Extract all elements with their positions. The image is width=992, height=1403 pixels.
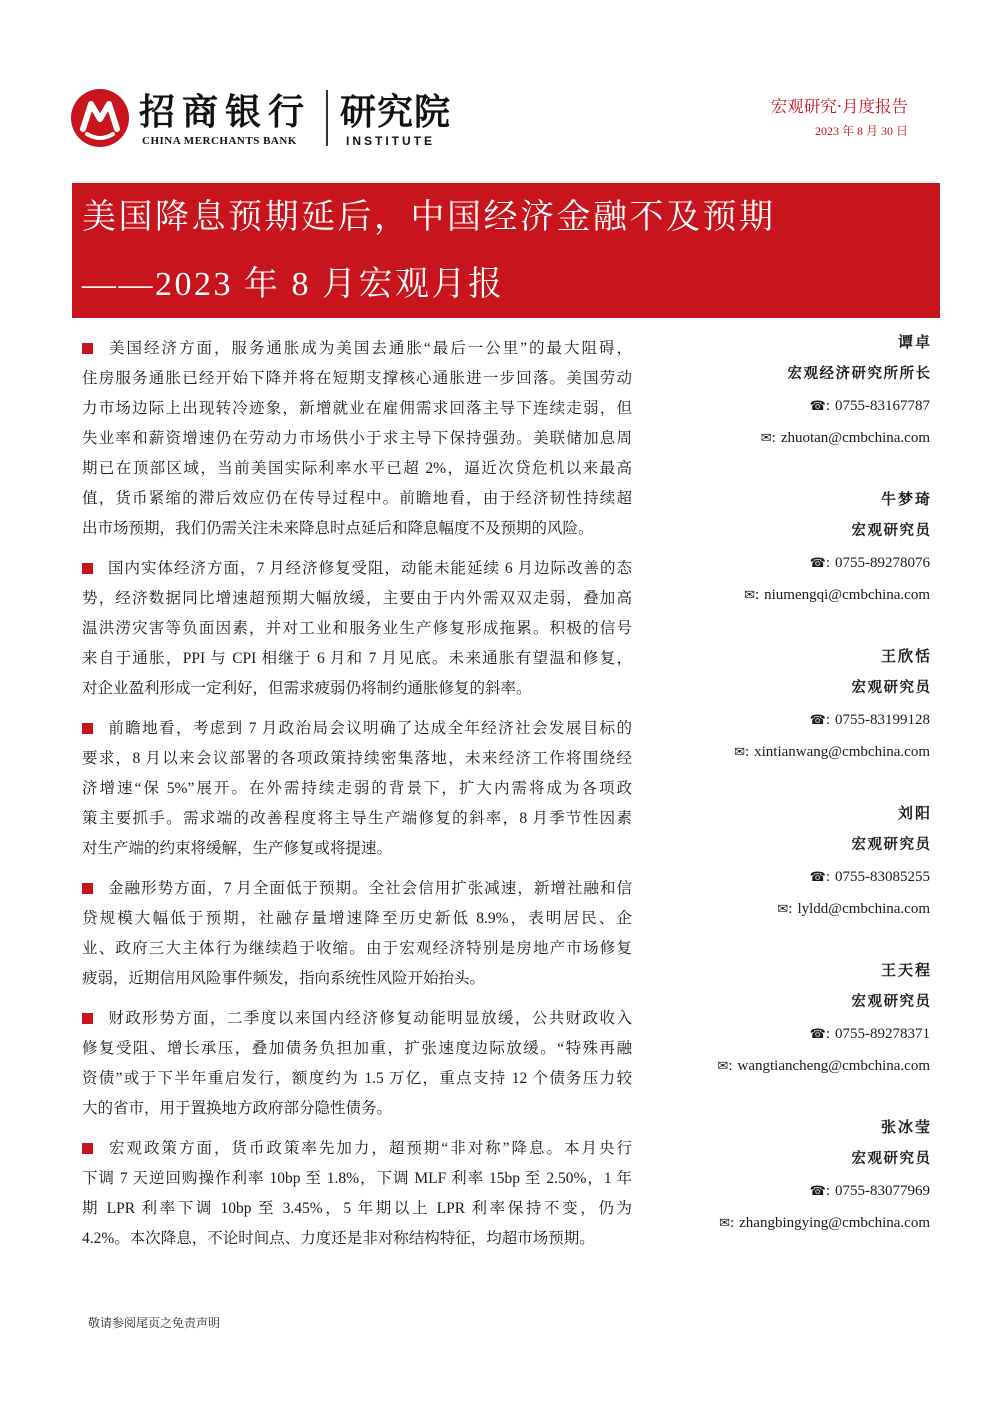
analyst-email-row: [610, 736, 930, 768]
title-banner: [72, 183, 940, 318]
analyst-title: 宏观研究员: [851, 1150, 932, 1167]
summary-line-text: 力市场边际上出现转冷迹象，新增就业在雇佣需求回落主导下连续走弱，但: [82, 400, 632, 417]
analyst-title: 宏观研究员: [851, 836, 932, 853]
summary-paragraph: [82, 714, 632, 864]
report-title: 美国降息预期延后，中国经济金融不及预期: [82, 199, 776, 236]
summary-line: [82, 1034, 632, 1064]
analyst-phone: 0755-83077969: [835, 1183, 930, 1199]
analyst-email-row: [610, 1207, 930, 1239]
analyst-title: 宏观研究员: [851, 993, 932, 1010]
contact-separator: :: [825, 712, 830, 728]
analyst-name: 谭卓: [897, 333, 932, 351]
phone-icon: ☎: [809, 870, 826, 885]
contact-separator: :: [728, 1058, 733, 1074]
summary-line: [82, 744, 632, 774]
summary-line-text: 势，经济数据同比增速超预期大幅放缓，主要由于内外需双双走弱，叠加高: [82, 590, 632, 607]
summary-line-text: 大的省市，用于置换地方政府部分隐性债务。: [82, 1100, 393, 1117]
summary-line-text: 济增速“保 5%”展开。在外需持续走弱的背景下，扩大内需将成为各项政: [82, 780, 632, 797]
summary-line: [82, 614, 632, 644]
summary-line: [82, 1194, 632, 1224]
analyst-phone: 0755-89278371: [835, 1026, 930, 1042]
phone-icon: ☎: [809, 556, 826, 571]
analyst-name: 牛梦琦: [880, 490, 932, 508]
analyst-card: [610, 1111, 930, 1239]
phone-icon: ☎: [809, 1184, 826, 1199]
contact-separator: :: [744, 744, 750, 760]
summary-paragraph: [82, 1004, 632, 1124]
report-date: 2023 年 8 月 30 日: [814, 124, 908, 138]
analyst-title-row: [610, 358, 930, 390]
summary-line: [82, 934, 632, 964]
analyst-phone-row: [610, 547, 930, 579]
analyst-title: 宏观经济研究所所长: [787, 365, 932, 382]
summary-line-text: 对企业盈利形成一定利好，但需求疲弱仍将制约通胀修复的斜率。: [82, 680, 532, 697]
disclaimer-note: 敬请参阅尾页之免责声明: [88, 1316, 221, 1330]
summary-line-text: 期 LPR 利率下调 10bp 至 3.45%，5 年期以上 LPR 利率保持不变，仍为: [82, 1200, 632, 1217]
summary-line-text: 值，货币紧缩的滞后效应仍在传导过程中。前瞻地看，由于经济韧性持续超: [82, 490, 632, 507]
summary-line: [82, 514, 632, 544]
summary-line: [82, 484, 632, 514]
analyst-phone: 0755-83199128: [835, 712, 930, 728]
summary-paragraph: [82, 1134, 632, 1254]
summary-paragraph: [82, 874, 632, 994]
summary-line: [82, 1094, 632, 1124]
contact-separator: :: [825, 869, 830, 885]
analyst-phone-row: [610, 390, 930, 422]
summary-line: [82, 1134, 632, 1164]
bullet-square-icon: [82, 343, 93, 354]
summary-line: [82, 644, 632, 674]
summary-line-text: 国内实体经济方面，7 月经济修复受阻，动能未能延续 6 月边际改善的态: [107, 560, 632, 577]
analyst-phone: 0755-83167787: [835, 398, 930, 414]
analyst-title-row: [610, 829, 930, 861]
summary-line: [82, 1064, 632, 1094]
report-subtitle: ——2023 年 8 月宏观月报: [82, 266, 505, 303]
phone-icon: ☎: [809, 399, 826, 414]
analyst-name-row: [610, 483, 930, 515]
analyst-email: niumengqi@cmbchina.com: [764, 587, 930, 603]
summary-line-text: 住房服务通胀已经开始下降并将在短期支撑核心通胀进一步回落。美国劳动: [82, 370, 632, 387]
analyst-name-row: [610, 954, 930, 986]
summary-line: [82, 584, 632, 614]
analyst-card: [610, 954, 930, 1082]
summary-line-text: 策主要抓手。需求端的改善程度将主导生产端修复的斜率，8 月季节性因素: [82, 810, 632, 827]
summary-line-text: 温洪涝灾害等负面因素，并对工业和服务业生产修复形成拖累。积极的信号: [82, 620, 632, 637]
summary-line-text: 失业率和薪资增速仍在劳动力市场供小于求主导下保持强劲。美联储加息周: [82, 430, 632, 447]
summary-line-text: 来自于通胀，PPI 与 CPI 相继于 6 月和 7 月见底。未来通胀有望温和修复，: [82, 650, 632, 667]
summary-line: [82, 1004, 632, 1034]
summary-section: [82, 334, 632, 1264]
analyst-name: 张冰莹: [880, 1118, 932, 1136]
analyst-phone: 0755-89278076: [835, 555, 930, 571]
analyst-title-row: [610, 1143, 930, 1175]
summary-line-text: 资债”或于下半年重启发行，额度约为 1.5 万亿，重点支持 12 个债务压力较: [82, 1070, 632, 1087]
summary-paragraph: [82, 334, 632, 544]
bullet-square-icon: [82, 1013, 93, 1024]
analyst-phone-row: [610, 861, 930, 893]
summary-line: [82, 364, 632, 394]
analyst-name-row: [610, 640, 930, 672]
institute-name-cn: 研究院: [340, 91, 452, 133]
summary-line-text: 美国经济方面，服务通胀成为美国去通胀“最后一公里”的最大阻碍，: [107, 340, 632, 357]
analyst-phone-row: [610, 1175, 930, 1207]
summary-line-text: 修复受阻、增长承压，叠加债务负担加重，扩张速度边际放缓。“特殊再融: [82, 1040, 632, 1057]
contact-separator: :: [825, 1026, 830, 1042]
summary-line-text: 4.2%。本次降息，不论时间点、力度还是非对称结构特征，均超市场预期。: [82, 1230, 595, 1247]
contact-separator: :: [825, 555, 830, 571]
analyst-card: [610, 797, 930, 925]
analyst-title-row: [610, 515, 930, 547]
analyst-title: 宏观研究员: [851, 522, 932, 539]
summary-line-text: 要求，8 月以来会议部署的各项政策持续密集落地，未来经济工作将围绕经: [82, 750, 632, 767]
contact-separator: :: [825, 1183, 830, 1199]
summary-line: [82, 454, 632, 484]
analyst-email-row: [610, 893, 930, 925]
analyst-email: zhangbingying@cmbchina.com: [739, 1215, 930, 1231]
summary-line-text: 对生产端的约束将缓解，生产修复或将提速。: [82, 840, 393, 857]
summary-line: [82, 1224, 632, 1254]
summary-line-text: 疲弱，近期信用风险事件频发，指向系统性风险开始抬头。: [82, 970, 486, 987]
summary-line: [82, 874, 632, 904]
summary-line: [82, 714, 632, 744]
phone-icon: ☎: [809, 713, 826, 728]
summary-line: [82, 964, 632, 994]
summary-line-text: 财政形势方面，二季度以来国内经济修复动能明显放缓，公共财政收入: [107, 1010, 632, 1027]
analyst-email: xintianwang@cmbchina.com: [754, 744, 930, 760]
email-icon: ✉: [760, 431, 772, 446]
summary-line: [82, 394, 632, 424]
contact-separator: :: [788, 901, 793, 917]
analyst-phone: 0755-83085255: [835, 869, 930, 885]
summary-line: [82, 554, 632, 584]
email-icon: ✉: [777, 902, 789, 917]
analyst-email: zhuotan@cmbchina.com: [780, 430, 930, 446]
summary-line-text: 期已在顶部区域，当前美国实际利率水平已超 2%，逼近次贷危机以来最高: [82, 460, 632, 477]
email-icon: ✉: [744, 588, 755, 603]
analyst-name: 王欣恬: [880, 647, 932, 665]
bullet-square-icon: [82, 883, 93, 894]
summary-line-text: 贷规模大幅低于预期，社融存量增速降至历史新低 8.9%，表明居民、企: [82, 910, 632, 927]
analyst-name: 刘阳: [897, 804, 932, 822]
summary-line-text: 宏观政策方面，货币政策率先加力，超预期“非对称”降息。本月央行: [107, 1140, 632, 1157]
analyst-email-row: [610, 422, 930, 454]
analyst-name-row: [610, 1111, 930, 1143]
summary-line: [82, 674, 632, 704]
summary-line: [82, 1164, 632, 1194]
header-divider: [326, 90, 328, 146]
analyst-name-row: [610, 797, 930, 829]
analyst-phone-row: [610, 1018, 930, 1050]
bullet-square-icon: [82, 563, 93, 574]
contact-separator: :: [729, 1215, 735, 1231]
summary-line: [82, 424, 632, 454]
report-type: 宏观研究·月度报告: [770, 97, 908, 116]
analyst-card: [610, 483, 930, 611]
summary-line-text: 出市场预期，我们仍需关注未来降息时点延后和降息幅度不及预期的风险。: [82, 520, 594, 537]
analyst-title: 宏观研究员: [851, 679, 932, 696]
summary-line: [82, 804, 632, 834]
summary-line-text: 下调 7 天逆回购操作利率 10bp 至 1.8%，下调 MLF 利率 15bp 至 2.50%，1 年: [82, 1170, 632, 1187]
analyst-email: wangtiancheng@cmbchina.com: [737, 1058, 930, 1074]
analyst-title-row: [610, 672, 930, 704]
analyst-list: [610, 326, 930, 1268]
summary-line: [82, 834, 632, 864]
email-icon: ✉: [717, 1059, 729, 1074]
summary-line-text: 前瞻地看，考虑到 7 月政治局会议明确了达成全年经济社会发展目标的: [107, 720, 632, 737]
bank-name-en: CHINA MERCHANTS BANK: [142, 135, 297, 147]
summary-paragraph: [82, 554, 632, 704]
analyst-card: [610, 640, 930, 768]
analyst-email-row: [610, 579, 930, 611]
analyst-phone-row: [610, 704, 930, 736]
summary-line-text: 业、政府三大主体行为继续趋于收缩。由于宏观经济特别是房地产市场修复: [82, 940, 632, 957]
analyst-card: [610, 326, 930, 454]
cmb-logo-icon: [70, 88, 130, 148]
phone-icon: ☎: [809, 1027, 826, 1042]
analyst-title-row: [610, 986, 930, 1018]
analyst-name-row: [610, 326, 930, 358]
contact-separator: :: [754, 587, 760, 603]
contact-separator: :: [825, 398, 830, 414]
bullet-square-icon: [82, 723, 93, 734]
institute-name-en: INSTITUTE: [346, 134, 435, 148]
summary-line: [82, 904, 632, 934]
bullet-square-icon: [82, 1143, 93, 1154]
analyst-name: 王天程: [880, 961, 932, 979]
summary-line: [82, 334, 632, 364]
analyst-email-row: [610, 1050, 930, 1082]
bank-name-cn: 招商银行: [139, 91, 312, 133]
summary-line-text: 金融形势方面，7 月全面低于预期。全社会信用扩张减速，新增社融和信: [107, 880, 632, 897]
email-icon: ✉: [719, 1216, 730, 1231]
analyst-email: lyldd@cmbchina.com: [797, 901, 930, 917]
summary-line: [82, 774, 632, 804]
contact-separator: :: [771, 430, 776, 446]
email-icon: ✉: [734, 745, 745, 760]
